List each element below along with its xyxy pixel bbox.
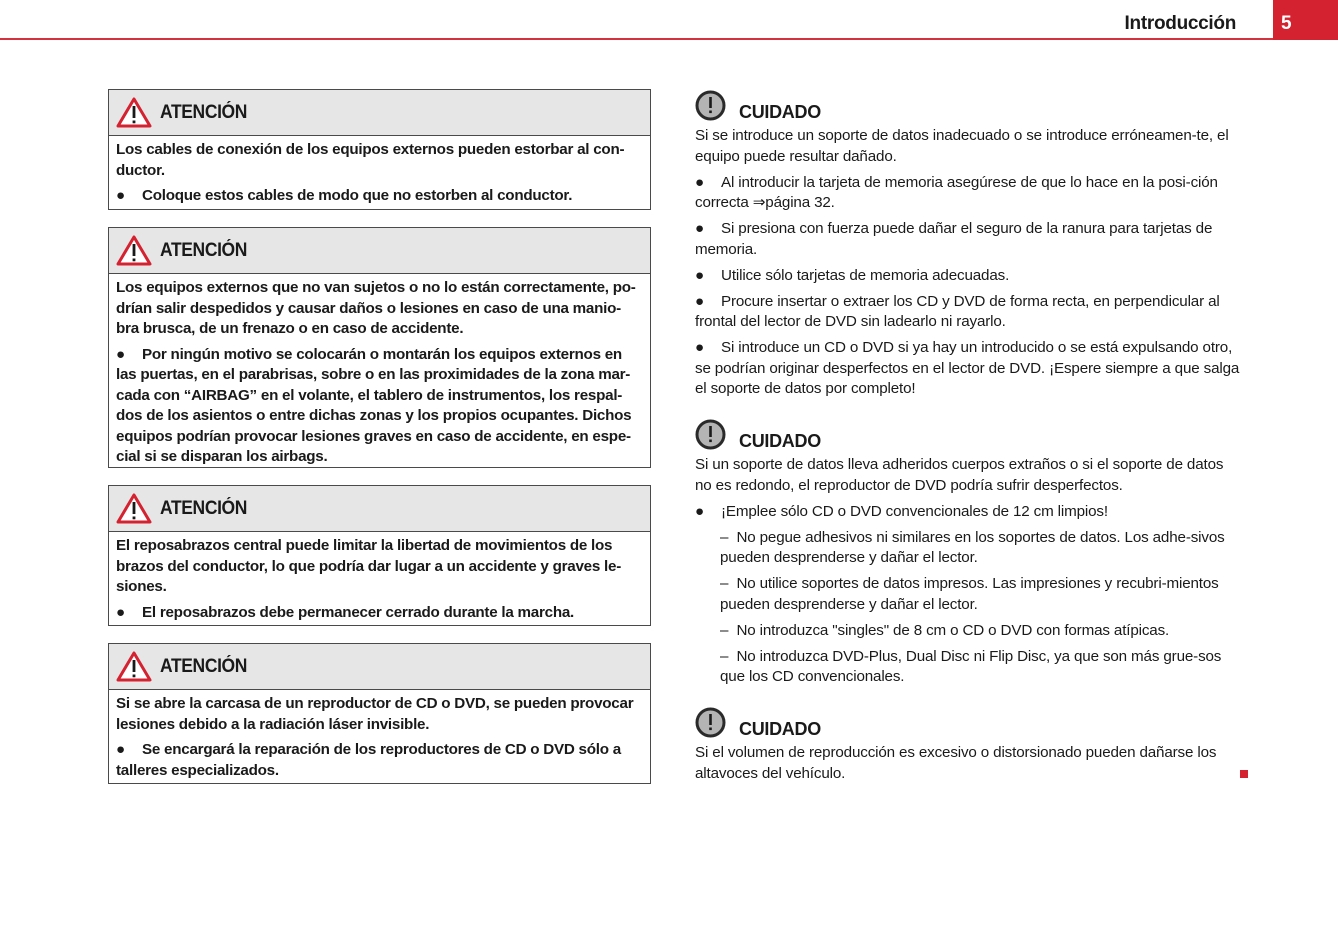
caution-sub-item: – No utilice soportes de datos impresos. Las impresiones y recubri-mientos pueden desprenderse y dañar el lector. — [720, 575, 1219, 613]
warning-title: ATENCIÓN — [160, 102, 248, 123]
caution-header — [695, 90, 1240, 126]
caution-text: Si se introduce un soporte de datos inadecuado o se introduce erróneamen-te, el equipo puede resultar dañado. — [695, 127, 1229, 165]
warning-header — [109, 228, 650, 274]
caution-header — [695, 707, 1240, 743]
warning-bullet: ● Por ningún motivo se colocarán o montarán los equipos externos en las puertas, en el parabrisas, sobre o en las proximidades de la zona mar-cada con “AIRBAG” en el volante, el tablero de instrumentos, los respal-dos de los asientos o entre dichas zonas y los propios ocupantes. Dichos equipos podrían provocar lesiones graves en caso de accidente, en espe-cial si se disparan los airbags. — [116, 345, 632, 465]
caution-block — [695, 419, 1240, 693]
warning-title: ATENCIÓN — [160, 240, 248, 261]
header-rule — [0, 38, 1338, 40]
warning-triangle-icon — [116, 492, 152, 524]
warning-box — [108, 643, 651, 784]
page-number: 5 — [1281, 13, 1292, 34]
caution-bullet: ● Utilice sólo tarjetas de memoria adecuadas. — [695, 266, 1010, 284]
caution-circle-icon — [695, 707, 726, 738]
warning-bullet: ● El reposabrazos debe permanecer cerrado durante la marcha. — [116, 603, 575, 621]
warning-text: Los cables de conexión de los equipos externos pueden estorbar al con-ductor. — [116, 141, 625, 179]
caution-text: Si el volumen de reproducción es excesivo o distorsionado pueden dañarse los altavoces del vehículo. — [695, 744, 1217, 782]
warning-header — [109, 486, 650, 532]
caution-sub-item: – No pegue adhesivos ni similares en los soportes de datos. Los adhe-sivos pueden desprenderse y dañar el lector. — [720, 528, 1225, 566]
warning-bullet: ● Coloque estos cables de modo que no estorben al conductor. — [116, 187, 573, 204]
warning-triangle-icon — [116, 234, 152, 266]
caution-title: CUIDADO — [739, 719, 821, 739]
warning-text: Si se abre la carcasa de un reproductor de CD o DVD, se pueden provocar lesiones debido a la radiación láser invisible. — [116, 695, 634, 733]
warning-header — [109, 90, 650, 136]
warning-box — [108, 89, 651, 210]
caution-title: CUIDADO — [739, 102, 821, 122]
warning-title: ATENCIÓN — [160, 656, 248, 677]
warning-box — [108, 227, 651, 468]
caution-bullet: ● Si presiona con fuerza puede dañar el seguro de la ranura para tarjetas de memoria. — [695, 220, 1213, 258]
caution-block — [695, 90, 1240, 405]
section-end-marker — [1240, 770, 1248, 778]
caution-bullet: ● ¡Emplee sólo CD o DVD convencionales de 12 cm limpios! — [695, 502, 1108, 520]
caution-bullet: ● Si introduce un CD o DVD si ya hay un introducido o se está expulsando otro, se podrían originar desperfectos en el lector de DVD. ¡Espere siempre a que salga el soporte de datos por completo! — [695, 339, 1240, 397]
section-title: Introducción — [1124, 13, 1236, 34]
caution-header — [695, 419, 1240, 455]
caution-sub-item: – No introduzca "singles" de 8 cm o CD o DVD con formas atípicas. — [720, 621, 1170, 639]
caution-sub-item: – No introduzca DVD-Plus, Dual Disc ni Flip Disc, ya que son más grue-sos que los CD convencionales. — [720, 647, 1222, 685]
caution-title: CUIDADO — [739, 431, 821, 451]
caution-circle-icon — [695, 90, 726, 121]
caution-bullet: ● Al introducir la tarjeta de memoria asegúrese de que lo hace en la posi-ción correcta ⇒página 32. — [695, 173, 1218, 211]
caution-text: Si un soporte de datos lleva adheridos cuerpos extraños o si el soporte de datos no es redondo, el reproductor de DVD podría sufrir desperfectos. — [695, 456, 1224, 494]
warning-bullet: ● Se encargará la reparación de los reproductores de CD o DVD sólo a talleres especializados. — [116, 741, 621, 779]
warning-text: Los equipos externos que no van sujetos o no lo están correctamente, po-drían salir despedidos y causar daños o lesiones en caso de una manio-bra brusca, de un frenazo o en caso de accidente. — [116, 279, 636, 337]
warning-header — [109, 644, 650, 690]
warning-box — [108, 485, 651, 626]
warning-text: El reposabrazos central puede limitar la libertad de movimientos de los brazos del conductor, lo que podría dar lugar a un accidente y graves le-siones. — [116, 537, 622, 595]
caution-bullet: ● Procure insertar o extraer los CD y DVD de forma recta, en perpendicular al frontal del lector de DVD sin ladearlo ni rayarlo. — [695, 292, 1220, 330]
caution-block — [695, 707, 1240, 790]
caution-circle-icon — [695, 419, 726, 450]
warning-triangle-icon — [116, 96, 152, 128]
warning-title: ATENCIÓN — [160, 498, 248, 519]
warning-triangle-icon — [116, 650, 152, 682]
